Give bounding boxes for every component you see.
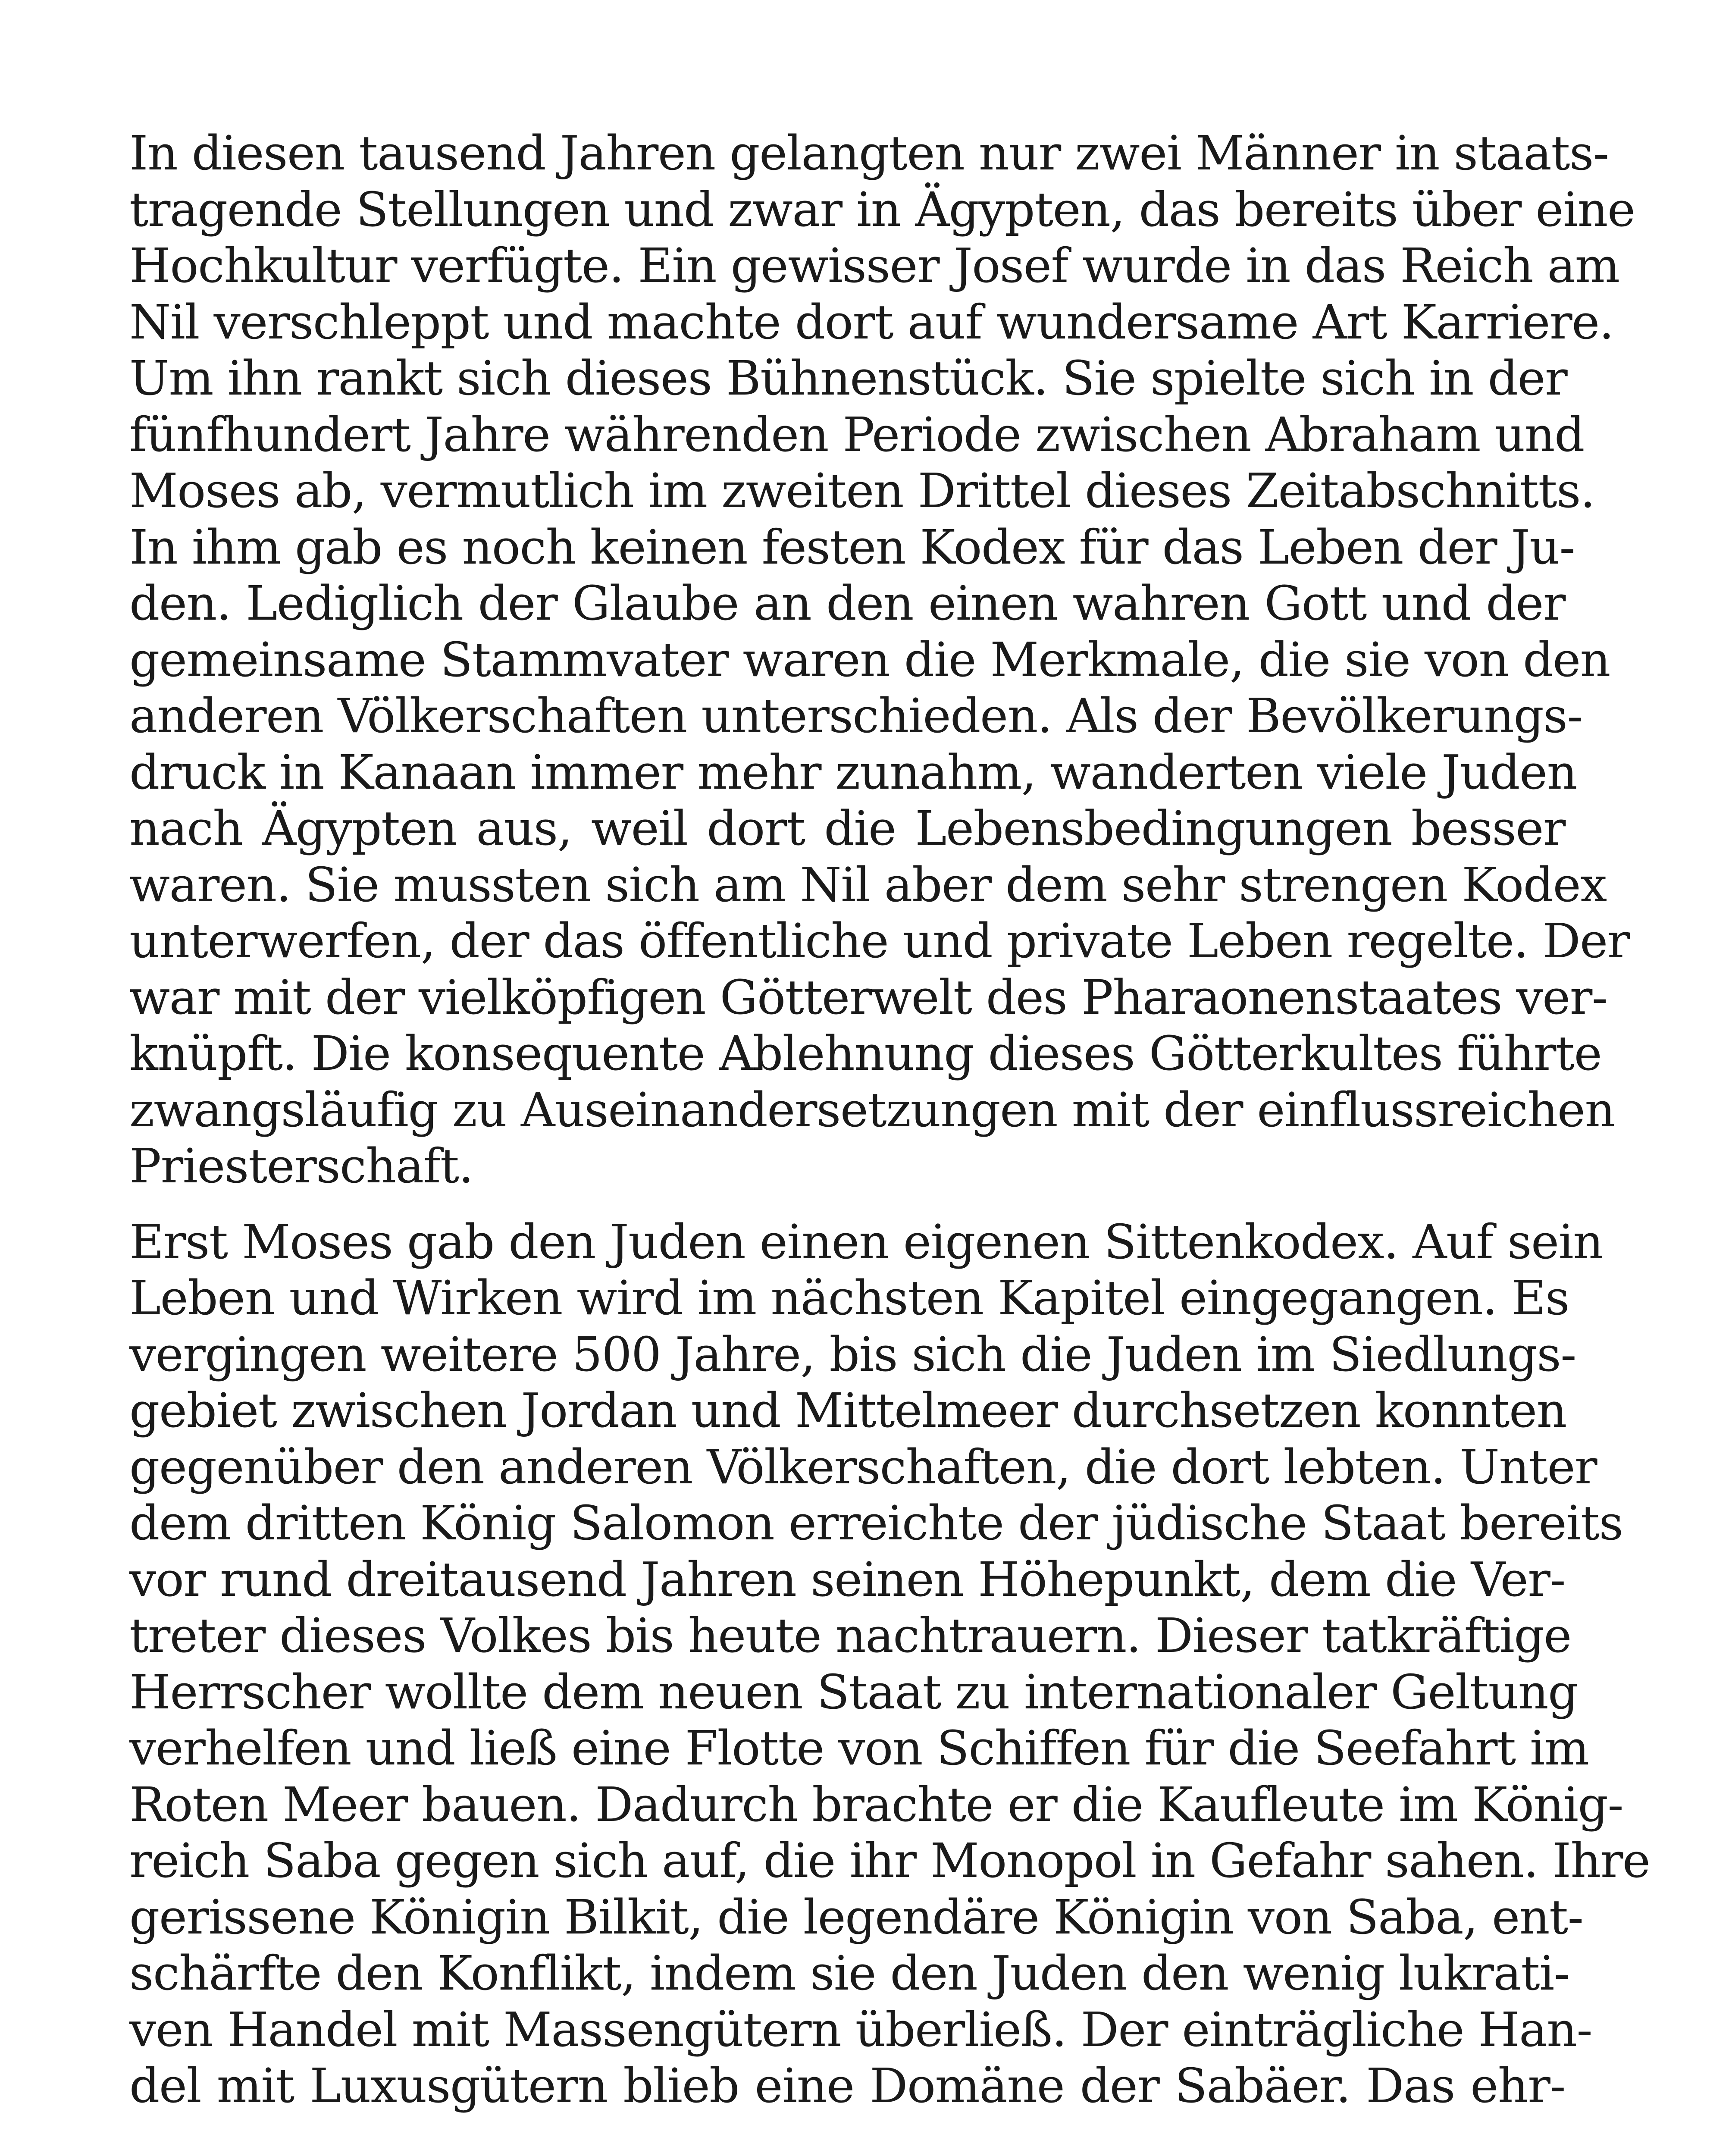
text-line: Herrscher wollte dem neuen Staat zu internationaler Geltung <box>129 1664 1578 1720</box>
page-body <box>129 125 1650 2114</box>
text-line: In ihm gab es noch keinen festen Kodex für das Leben der Ju- <box>129 519 1575 575</box>
text-line: nach Ägypten aus, weil dort die Lebensbedingungen besser <box>129 801 1565 856</box>
text-line: Leben und Wirken wird im nächsten Kapitel eingegangen. Es <box>129 1270 1569 1326</box>
text-line: anderen Völkerschaften unterschieden. Als der Bevölkerungs- <box>129 688 1583 743</box>
text-line: gerissene Königin Bilkit, die legendäre Königin von Saba, ent- <box>129 1889 1583 1945</box>
text-line: knüpft. Die konsequente Ablehnung dieses Götterkultes führte <box>129 1026 1602 1081</box>
paragraph-2 <box>129 1214 1650 2114</box>
text-line: vor rund dreitausend Jahren seinen Höhepunkt, dem die Ver- <box>129 1551 1565 1607</box>
text-line: Moses ab, vermutlich im zweiten Drittel dieses Zeitabschnitts. <box>129 463 1595 518</box>
text-line: verhelfen und ließ eine Flotte von Schiffen für die Seefahrt im <box>129 1720 1589 1776</box>
text-line: Priesterschaft. <box>129 1138 473 1194</box>
text-line: war mit der vielköpfigen Götterwelt des Pharaonenstaates ver- <box>129 969 1607 1025</box>
text-line: treter dieses Volkes bis heute nachtrauern. Dieser tatkräftige <box>129 1608 1571 1663</box>
text-line: waren. Sie mussten sich am Nil aber dem sehr strengen Kodex <box>129 857 1607 912</box>
text-line: Erst Moses gab den Juden einen eigenen Sittenkodex. Auf sein <box>129 1214 1603 1269</box>
text-line: gebiet zwischen Jordan und Mittelmeer durchsetzen konnten <box>129 1383 1566 1438</box>
text-line: druck in Kanaan immer mehr zunahm, wanderten viele Juden <box>129 744 1577 800</box>
text-line: gegenüber den anderen Völkerschaften, die dort lebten. Unter <box>129 1439 1597 1495</box>
text-line: unterwerfen, der das öffentliche und private Leben regelte. Der <box>129 913 1629 968</box>
text-line: den. Lediglich der Glaube an den einen wahren Gott und der <box>129 576 1565 631</box>
paragraph-1 <box>129 125 1635 1194</box>
text-line: gemeinsame Stammvater waren die Merkmale, die sie von den <box>129 632 1610 687</box>
text-line: Um ihn rankt sich dieses Bühnenstück. Sie spielte sich in der <box>129 351 1567 406</box>
text-line: reich Saba gegen sich auf, die ihr Monopol in Gefahr sahen. Ihre <box>129 1833 1650 1888</box>
text-line: vergingen weitere 500 Jahre, bis sich die Juden im Siedlungs- <box>129 1326 1576 1382</box>
text-line: Hochkultur verfügte. Ein gewisser Josef wurde in das Reich am <box>129 238 1619 293</box>
text-line: dem dritten König Salomon erreichte der jüdische Staat bereits <box>129 1495 1623 1551</box>
text-line: Nil verschleppt und machte dort auf wundersame Art Karriere. <box>129 294 1614 350</box>
text-line: del mit Luxusgütern blieb eine Domäne der Sabäer. Das ehr- <box>129 2058 1565 2113</box>
text-line: ven Handel mit Massengütern überließ. Der einträgliche Han- <box>129 2002 1592 2057</box>
text-line: tragende Stellungen und zwar in Ägypten, das bereits über eine <box>129 182 1635 237</box>
text-line: In diesen tausend Jahren gelangten nur zwei Männer in staats- <box>129 125 1609 181</box>
text-line: zwangsläufig zu Auseinandersetzungen mit der einflussreichen <box>129 1082 1615 1138</box>
text-line: Roten Meer bauen. Dadurch brachte er die Kaufleute im König- <box>129 1777 1623 1832</box>
text-line: fünfhundert Jahre währenden Periode zwischen Abraham und <box>129 407 1585 462</box>
text-line: schärfte den Konflikt, indem sie den Juden den wenig lukrati- <box>129 1946 1569 2001</box>
